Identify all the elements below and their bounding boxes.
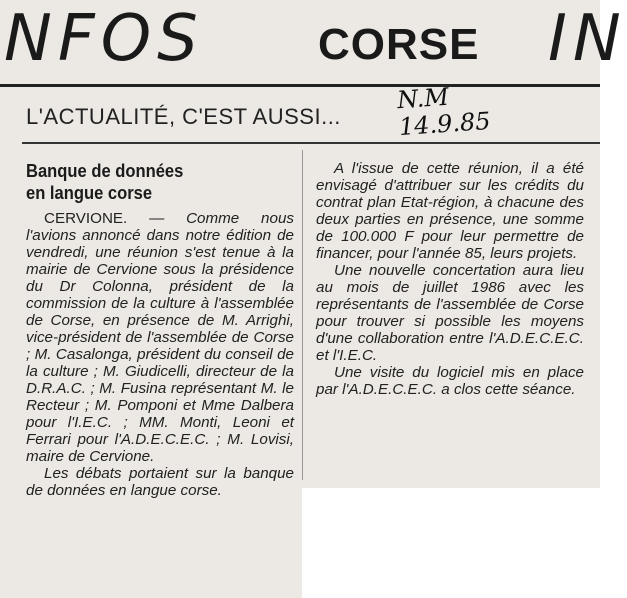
headline-line1: Banque de données (26, 161, 184, 181)
article-headline (26, 160, 273, 204)
headline-line2: en langue corse (26, 183, 153, 203)
right-paragraph-2: Une nouvelle concertation aura lieu au mois de juillet 1986 avec les représentants de l'assemblée de Corse pour trouver si possible les moyens d'une collaboration entre l'A.D.E.C.E.C. et l'I.E.C. (316, 262, 584, 364)
right-paragraph-1: A l'issue de cette réunion, il a été envisagé d'attribuer sur les crédits du contrat plan Etat-région, à chacune des deux parties en présence, une somme de 100.000 F pour leur permettre de financer, pour l'année 85, leurs projets. (316, 160, 584, 262)
banner-in-text: IN (548, 2, 627, 76)
handwritten-note (396, 81, 491, 141)
left-paragraph-1-text: Comme nous l'avions annoncé dans notre édition de vendredi, une réunion s'est tenue à la mairie de Cervione sous la présidence du Dr Colonna, président de la commission de la culture à l'assemblée de Corse, en présence de M. Arrighi, vice-président de l'assemblée de Corse ; M. Casalonga, président du conseil de la culture ; M. Giudicelli, directeur de la D.R.A.C. ; M. Fusina représentant M. le Recteur ; M. Pomponi et Mme Dalbera pour l'I.E.C. ; MM. Monti, Leoni et Ferrari pour l'A.D.E.C.E.C. ; M. Lovisi, maire de Cervione. (26, 210, 294, 465)
banner-corse-text: CORSE (318, 20, 480, 69)
article-right-column (316, 160, 584, 398)
dateline: CERVIONE. — (44, 210, 165, 227)
handwritten-note-line2: 14.9.85 (398, 106, 492, 142)
banner-infos-text: NFOS (4, 2, 204, 76)
left-paragraph-2: Les débats portaient sur la banque de données en langue corse. (26, 465, 294, 499)
column-divider (302, 150, 303, 480)
top-rule (0, 84, 600, 87)
handwritten-note-line1: N.M (396, 82, 450, 115)
section-rule (22, 142, 600, 144)
section-title: L'ACTUALITÉ, C'EST AUSSI... (26, 104, 341, 129)
left-paragraph-1 (26, 210, 294, 465)
right-paragraph-3: Une visite du logiciel mis en place par l'A.D.E.C.E.C. a clos cette séance. (316, 364, 584, 398)
article-left-column (26, 160, 294, 499)
masthead-banner (0, 0, 627, 82)
blank-corner (302, 488, 600, 598)
